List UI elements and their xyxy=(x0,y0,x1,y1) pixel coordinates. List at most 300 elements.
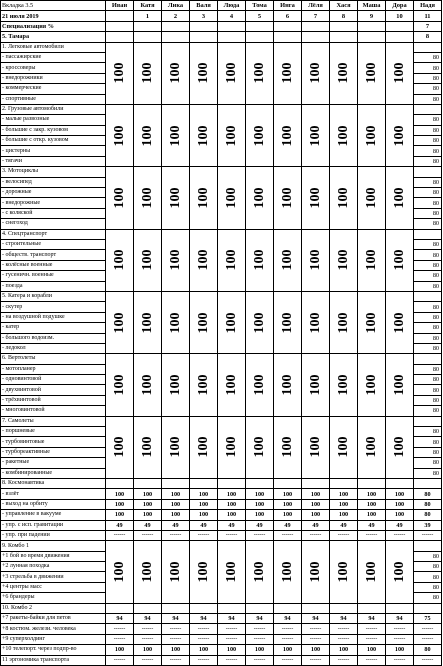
big-value: 100 xyxy=(111,374,127,396)
spec-row xyxy=(1,21,442,31)
value-cell: 100 xyxy=(246,510,274,520)
item-row xyxy=(1,614,442,624)
big-value-cell xyxy=(386,104,414,166)
value-cell: 49 xyxy=(190,520,218,530)
group-title: 1. Легковые автомобили xyxy=(1,42,106,52)
big-value: 100 xyxy=(139,125,155,147)
item-label: - дорожные xyxy=(1,188,106,198)
last-value: 80 xyxy=(414,385,442,395)
value-cell: ------ xyxy=(134,624,162,634)
value-cell: 100 xyxy=(218,499,246,509)
value-cell: 100 xyxy=(106,489,134,499)
item-label: - упр. с исп. гравитации xyxy=(1,520,106,530)
value-cell: ------ xyxy=(106,655,134,665)
value-cell: ------ xyxy=(134,634,162,644)
big-value: 100 xyxy=(335,374,351,396)
group-title: 2. Грузовые автомобили xyxy=(1,104,106,114)
item-label: - турбовинтовые xyxy=(1,437,106,447)
column-name: Лика xyxy=(162,1,190,11)
item-label: - тягачи xyxy=(1,156,106,166)
empty-cell xyxy=(162,478,190,488)
big-value-cell xyxy=(330,104,358,166)
big-value-cell xyxy=(106,416,134,478)
item-label: - поршневые xyxy=(1,427,106,437)
value-cell: 100 xyxy=(386,489,414,499)
value-cell: ------ xyxy=(330,530,358,540)
column-name: Надя xyxy=(414,1,442,11)
value-cell: 75 xyxy=(414,614,442,624)
column-number: 8 xyxy=(330,11,358,21)
last-value: 80 xyxy=(414,375,442,385)
big-value: 100 xyxy=(391,374,407,396)
item-label: - коммерческие xyxy=(1,84,106,94)
person-cell xyxy=(162,32,190,42)
empty-cell xyxy=(302,603,330,613)
value-cell: ------ xyxy=(134,655,162,665)
value-cell: 100 xyxy=(246,645,274,655)
big-value-cell xyxy=(106,104,134,166)
value-cell: 100 xyxy=(190,645,218,655)
big-value-cell xyxy=(302,42,330,104)
value-cell: 100 xyxy=(218,510,246,520)
value-cell: ------ xyxy=(274,655,302,665)
last-value: 80 xyxy=(414,406,442,416)
item-label: - ледокол xyxy=(1,343,106,353)
big-value-cell xyxy=(274,167,302,229)
value-cell: 49 xyxy=(218,520,246,530)
empty-cell xyxy=(414,478,442,488)
group-title: 8. Космонавтика xyxy=(1,478,106,488)
big-value-cell xyxy=(134,167,162,229)
value-cell: 100 xyxy=(274,489,302,499)
last-value: 80 xyxy=(414,156,442,166)
group-title: 7. Самолеты xyxy=(1,416,106,426)
value-cell: ------ xyxy=(274,634,302,644)
value-cell: ------ xyxy=(358,655,386,665)
value-cell: 100 xyxy=(302,489,330,499)
big-value-cell xyxy=(190,291,218,353)
spec-cell xyxy=(386,21,414,31)
value-cell: 100 xyxy=(358,489,386,499)
value-cell: ------ xyxy=(330,624,358,634)
big-value-cell xyxy=(358,541,386,603)
item-row xyxy=(1,520,442,530)
value-cell: ------ xyxy=(386,624,414,634)
big-value-cell xyxy=(190,167,218,229)
value-cell: 94 xyxy=(134,614,162,624)
big-value-cell xyxy=(358,229,386,291)
big-value: 100 xyxy=(251,561,267,583)
big-value-cell xyxy=(358,416,386,478)
spec-cell xyxy=(106,21,134,31)
item-label: +7 ракеты-байки для петов xyxy=(1,614,106,624)
value-cell: 94 xyxy=(302,614,330,624)
big-value: 100 xyxy=(195,561,211,583)
big-value: 100 xyxy=(335,62,351,84)
big-value-cell xyxy=(218,42,246,104)
value-cell: 49 xyxy=(246,520,274,530)
item-label: - двухвинтовой xyxy=(1,385,106,395)
value-cell: ------ xyxy=(274,530,302,540)
spec-label: Специализация % xyxy=(1,21,106,31)
big-value-cell xyxy=(246,229,274,291)
big-value-cell xyxy=(302,541,330,603)
item-label: - внедорожники xyxy=(1,73,106,83)
column-number: 7 xyxy=(302,11,330,21)
big-value: 100 xyxy=(167,561,183,583)
big-value: 100 xyxy=(195,374,211,396)
big-value-cell xyxy=(302,104,330,166)
column-name: Валя xyxy=(190,1,218,11)
item-label: - внедорожные xyxy=(1,198,106,208)
empty-cell xyxy=(134,478,162,488)
big-value: 100 xyxy=(195,249,211,271)
last-value: 80 xyxy=(414,447,442,457)
value-cell: 100 xyxy=(358,510,386,520)
item-label: - большие с закр. кузовом xyxy=(1,125,106,135)
empty-cell xyxy=(246,478,274,488)
big-value: 100 xyxy=(279,125,295,147)
last-cell xyxy=(414,167,442,177)
item-label: - велосипед xyxy=(1,177,106,187)
big-value-cell xyxy=(246,104,274,166)
column-name: Инга xyxy=(274,1,302,11)
big-value: 100 xyxy=(335,187,351,209)
last-value: 80 xyxy=(414,115,442,125)
last-value: 80 xyxy=(414,219,442,229)
item-row xyxy=(1,655,442,665)
value-cell: ------ xyxy=(414,530,442,540)
item-label: +8 костюм. желези. человека xyxy=(1,624,106,634)
big-value-cell xyxy=(302,354,330,416)
big-value: 100 xyxy=(195,312,211,334)
value-cell: 100 xyxy=(386,510,414,520)
big-value: 100 xyxy=(223,125,239,147)
value-cell: ------ xyxy=(386,655,414,665)
item-label: - большого водоизм. xyxy=(1,333,106,343)
last-value: 80 xyxy=(414,198,442,208)
big-value: 100 xyxy=(279,187,295,209)
value-cell: ------ xyxy=(162,655,190,665)
item-label: - колёсные военные xyxy=(1,260,106,270)
item-row xyxy=(1,499,442,509)
big-value: 100 xyxy=(335,249,351,271)
big-value-cell xyxy=(218,167,246,229)
last-value: 80 xyxy=(414,437,442,447)
big-value-cell xyxy=(330,167,358,229)
big-value: 100 xyxy=(307,62,323,84)
person-cell xyxy=(274,32,302,42)
person-cell xyxy=(106,32,134,42)
last-value: 80 xyxy=(414,177,442,187)
big-value-cell xyxy=(134,416,162,478)
big-value: 100 xyxy=(279,249,295,271)
big-value-cell xyxy=(190,416,218,478)
person-row xyxy=(1,32,442,42)
spec-cell xyxy=(358,21,386,31)
empty-cell xyxy=(330,478,358,488)
value-cell: ------ xyxy=(302,530,330,540)
item-label: - пассажирские xyxy=(1,52,106,62)
big-value: 100 xyxy=(391,187,407,209)
column-name: Маша xyxy=(358,1,386,11)
big-value-cell xyxy=(106,541,134,603)
big-value: 100 xyxy=(279,312,295,334)
column-name: Хася xyxy=(330,1,358,11)
value-cell: 100 xyxy=(302,510,330,520)
value-cell: ------ xyxy=(246,624,274,634)
group-title-row xyxy=(1,167,442,177)
value-cell: 100 xyxy=(330,489,358,499)
big-value-cell xyxy=(246,167,274,229)
big-value: 100 xyxy=(251,62,267,84)
big-value: 100 xyxy=(139,374,155,396)
item-label: - многовинтовой xyxy=(1,406,106,416)
item-label: - взлёт xyxy=(1,489,106,499)
value-cell: 49 xyxy=(358,520,386,530)
value-cell: 100 xyxy=(330,499,358,509)
person-cell xyxy=(302,32,330,42)
value-cell: 94 xyxy=(386,614,414,624)
big-value-cell xyxy=(134,541,162,603)
big-value-cell xyxy=(190,42,218,104)
value-cell: 100 xyxy=(134,645,162,655)
big-value: 100 xyxy=(307,436,323,458)
big-value: 100 xyxy=(223,249,239,271)
big-value-cell xyxy=(358,42,386,104)
big-value: 100 xyxy=(307,561,323,583)
big-value-cell xyxy=(134,104,162,166)
value-cell: 100 xyxy=(162,510,190,520)
big-value: 100 xyxy=(363,125,379,147)
last-value: 80 xyxy=(414,73,442,83)
big-value: 100 xyxy=(111,312,127,334)
value-cell: 80 xyxy=(414,510,442,520)
big-value: 100 xyxy=(139,312,155,334)
big-value-cell xyxy=(162,541,190,603)
value-cell: 100 xyxy=(330,645,358,655)
empty-cell xyxy=(106,478,134,488)
big-value: 100 xyxy=(307,312,323,334)
spec-cell xyxy=(302,21,330,31)
last-value: 80 xyxy=(414,572,442,582)
big-value-cell xyxy=(330,229,358,291)
column-name: Катя xyxy=(134,1,162,11)
item-label: - турбореактивные xyxy=(1,447,106,457)
item-label: - поезда xyxy=(1,281,106,291)
spec-cell xyxy=(134,21,162,31)
big-value: 100 xyxy=(391,62,407,84)
big-value-cell xyxy=(330,416,358,478)
value-cell: ------ xyxy=(330,655,358,665)
group-title-row xyxy=(1,603,442,613)
last-value: 80 xyxy=(414,395,442,405)
value-cell: 100 xyxy=(246,489,274,499)
value-cell: ------ xyxy=(302,624,330,634)
big-value: 100 xyxy=(307,187,323,209)
value-cell: ------ xyxy=(246,530,274,540)
big-value-cell xyxy=(106,167,134,229)
value-cell: ------ xyxy=(162,634,190,644)
person-cell xyxy=(358,32,386,42)
value-cell: 100 xyxy=(386,499,414,509)
big-value: 100 xyxy=(307,249,323,271)
value-cell: 100 xyxy=(190,499,218,509)
big-value-cell xyxy=(162,291,190,353)
value-cell: 100 xyxy=(162,489,190,499)
last-value: 80 xyxy=(414,364,442,374)
column-number: 4 xyxy=(218,11,246,21)
empty-cell xyxy=(274,603,302,613)
last-value: 80 xyxy=(414,146,442,156)
big-value: 100 xyxy=(251,374,267,396)
group-title-row xyxy=(1,541,442,551)
empty-cell xyxy=(386,603,414,613)
big-value-cell xyxy=(274,104,302,166)
big-value: 100 xyxy=(363,374,379,396)
item-label: +2 лунная походка xyxy=(1,562,106,572)
big-value: 100 xyxy=(195,436,211,458)
last-value: 80 xyxy=(414,188,442,198)
last-value: 80 xyxy=(414,343,442,353)
big-value-cell xyxy=(190,104,218,166)
big-value-cell xyxy=(246,42,274,104)
big-value-cell xyxy=(218,229,246,291)
column-name: Дора xyxy=(386,1,414,11)
header-row xyxy=(1,1,442,11)
last-value: 80 xyxy=(414,94,442,104)
big-value-cell xyxy=(386,291,414,353)
item-label: +6 брандеры xyxy=(1,593,106,603)
big-value: 100 xyxy=(223,374,239,396)
spec-value: 8 xyxy=(414,32,442,42)
item-label: - скутер xyxy=(1,302,106,312)
big-value-cell xyxy=(274,42,302,104)
big-value-cell xyxy=(358,104,386,166)
big-value-cell xyxy=(386,354,414,416)
value-cell: ------ xyxy=(162,624,190,634)
last-cell xyxy=(414,291,442,301)
big-value-cell xyxy=(330,541,358,603)
last-value: 80 xyxy=(414,468,442,478)
person-cell xyxy=(386,32,414,42)
item-row xyxy=(1,645,442,655)
column-number xyxy=(106,11,134,21)
big-value-cell xyxy=(162,229,190,291)
spec-cell xyxy=(218,21,246,31)
date-label: 21 июля 2019 xyxy=(1,11,106,21)
empty-cell xyxy=(218,603,246,613)
last-cell xyxy=(414,416,442,426)
big-value: 100 xyxy=(363,436,379,458)
last-value: 80 xyxy=(414,562,442,572)
big-value: 100 xyxy=(195,125,211,147)
value-cell: ------ xyxy=(190,624,218,634)
big-value: 100 xyxy=(363,312,379,334)
person-cell xyxy=(134,32,162,42)
item-label: +3 стрельба в движении xyxy=(1,572,106,582)
empty-cell xyxy=(246,603,274,613)
value-cell: ------ xyxy=(302,655,330,665)
value-cell: ------ xyxy=(386,530,414,540)
value-cell: 100 xyxy=(190,489,218,499)
big-value: 100 xyxy=(139,436,155,458)
big-value: 100 xyxy=(391,561,407,583)
big-value: 100 xyxy=(195,187,211,209)
last-value: 80 xyxy=(414,208,442,218)
last-cell xyxy=(414,541,442,551)
big-value: 100 xyxy=(111,187,127,209)
group-title: 5. Катера и корабли xyxy=(1,291,106,301)
last-value: 80 xyxy=(414,125,442,135)
person-cell xyxy=(218,32,246,42)
big-value-cell xyxy=(386,416,414,478)
item-label: - обществ. транспорт xyxy=(1,250,106,260)
column-number: 1 xyxy=(134,11,162,21)
column-name: Тома xyxy=(246,1,274,11)
value-cell: 94 xyxy=(106,614,134,624)
last-value: 80 xyxy=(414,52,442,62)
value-cell: 100 xyxy=(106,499,134,509)
big-value: 100 xyxy=(391,125,407,147)
big-value: 100 xyxy=(195,62,211,84)
empty-cell xyxy=(358,603,386,613)
big-value: 100 xyxy=(139,561,155,583)
column-number: 5 xyxy=(246,11,274,21)
big-value-cell xyxy=(218,354,246,416)
value-cell: 94 xyxy=(274,614,302,624)
item-label: - цистерны xyxy=(1,146,106,156)
big-value: 100 xyxy=(335,436,351,458)
value-cell: 100 xyxy=(106,645,134,655)
big-value: 100 xyxy=(335,125,351,147)
value-cell: ------ xyxy=(190,530,218,540)
value-cell: 49 xyxy=(134,520,162,530)
value-cell: ------ xyxy=(358,634,386,644)
big-value-cell xyxy=(106,291,134,353)
big-value: 100 xyxy=(391,312,407,334)
item-label: - гусеничн. военные xyxy=(1,271,106,281)
spec-cell xyxy=(330,21,358,31)
person-cell xyxy=(246,32,274,42)
value-cell: 100 xyxy=(358,645,386,655)
group-title: 10. Комбо 2 xyxy=(1,603,106,613)
empty-cell xyxy=(386,478,414,488)
big-value: 100 xyxy=(363,561,379,583)
value-cell: ------ xyxy=(134,530,162,540)
big-value: 100 xyxy=(111,62,127,84)
value-cell: 100 xyxy=(274,499,302,509)
group-title-row xyxy=(1,229,442,239)
big-value-cell xyxy=(190,354,218,416)
group-title: 6. Вертолеты xyxy=(1,354,106,364)
big-value: 100 xyxy=(335,312,351,334)
big-value: 100 xyxy=(111,436,127,458)
empty-cell xyxy=(134,603,162,613)
value-cell: ------ xyxy=(386,634,414,644)
item-label: - упр. при падении xyxy=(1,530,106,540)
group-title-row xyxy=(1,354,442,364)
item-row xyxy=(1,624,442,634)
tab-label: Вкладка 3.5 xyxy=(1,1,106,11)
value-cell: 100 xyxy=(302,499,330,509)
big-value-cell xyxy=(106,354,134,416)
last-value: 80 xyxy=(414,458,442,468)
big-value-cell xyxy=(106,229,134,291)
value-cell: 100 xyxy=(274,510,302,520)
item-label: +1 бой во время движения xyxy=(1,551,106,561)
big-value: 100 xyxy=(279,374,295,396)
